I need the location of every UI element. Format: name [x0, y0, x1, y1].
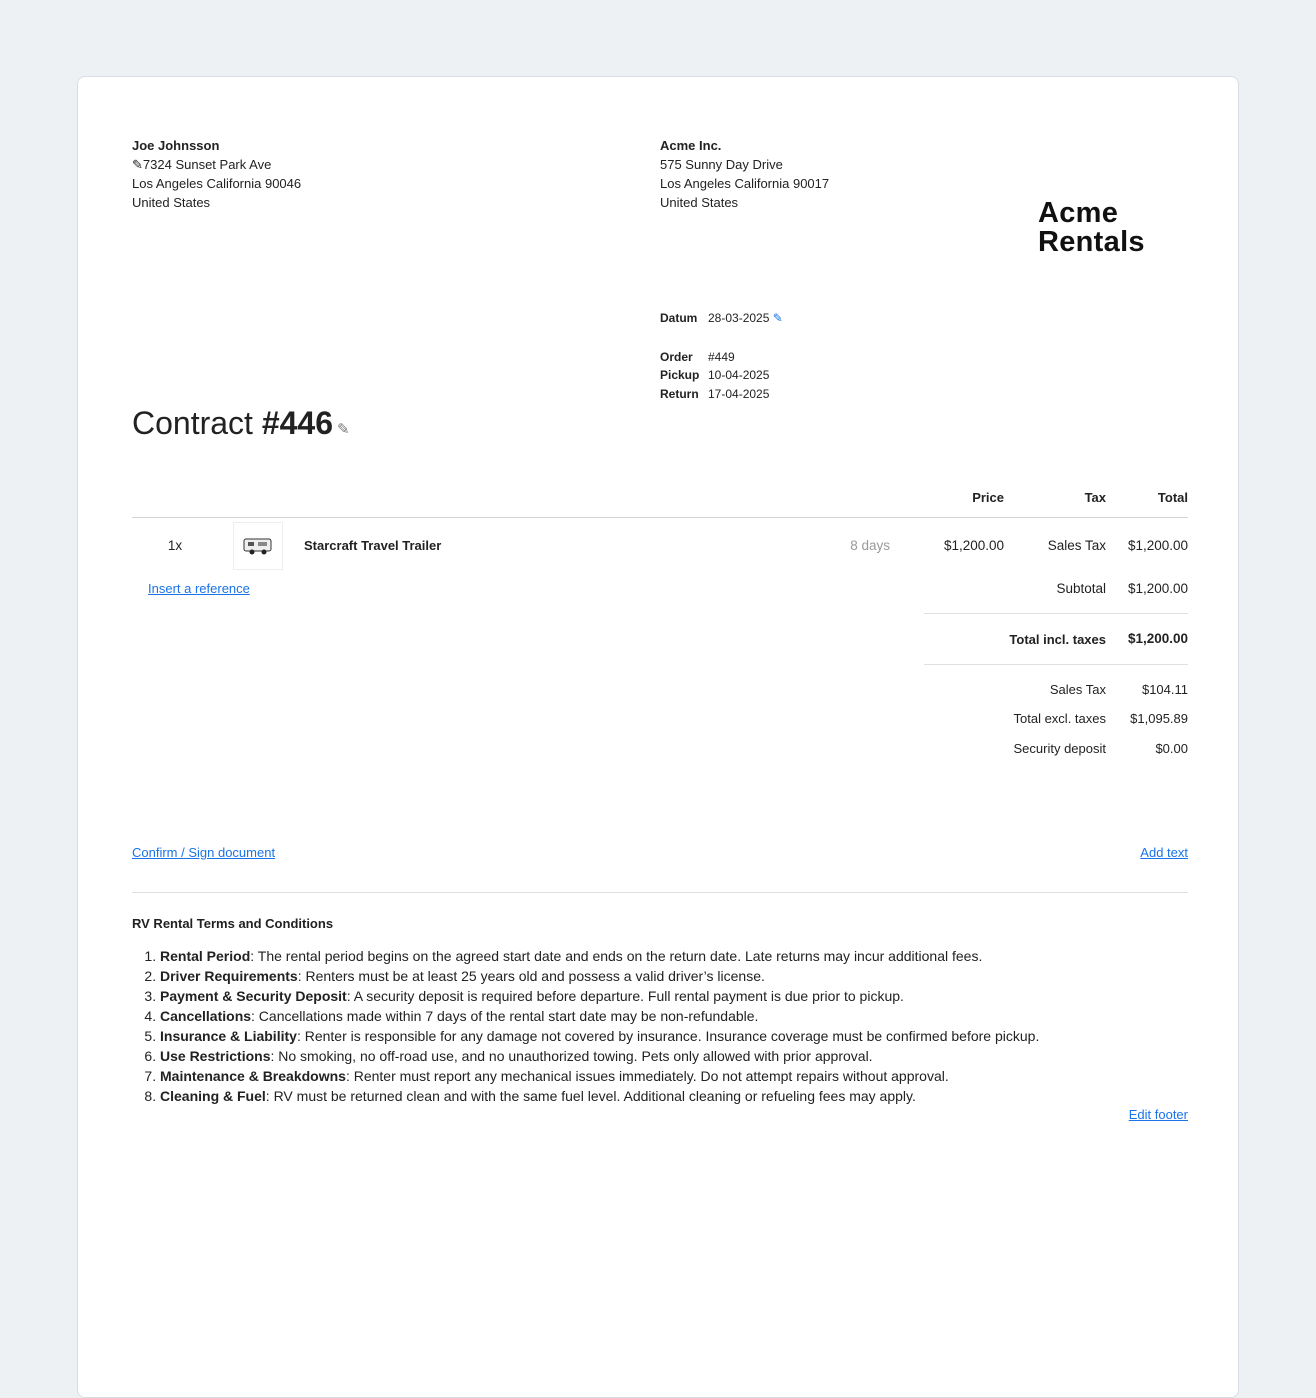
deposit-value: $0.00 — [1155, 741, 1188, 756]
company-name: Acme Inc. — [660, 138, 722, 153]
datum-label: Datum — [660, 311, 698, 325]
insert-reference-link[interactable]: Insert a reference — [148, 581, 250, 596]
company-country: United States — [660, 195, 739, 210]
product-thumbnail — [233, 522, 283, 570]
customer-city: Los Angeles California 90046 — [132, 176, 302, 191]
terms-title: RV Rental Terms and Conditions — [132, 916, 334, 931]
trailer-icon — [241, 536, 275, 556]
confirm-sign-link[interactable]: Confirm / Sign document — [132, 845, 276, 860]
company-street: 575 Sunny Day Drive — [660, 157, 783, 172]
quantity: 1x — [167, 538, 183, 553]
divider — [132, 517, 1188, 518]
terms-item — [160, 1046, 1039, 1066]
terms-item — [160, 986, 1039, 1006]
terms-item — [160, 1026, 1039, 1046]
terms-item — [160, 946, 1039, 966]
contract-document — [77, 76, 1239, 1398]
terms-item-text: : Renter must report any mechanical issues immediately. Do not attempt repairs without approval. — [345, 1068, 949, 1084]
terms-item-text: : No smoking, no off-road use, and no unauthorized towing. Pets only allowed with prior approval. — [270, 1048, 873, 1064]
divider — [132, 892, 1188, 893]
terms-list — [132, 946, 1039, 1106]
terms-item — [160, 966, 1039, 986]
edit-title-pencil-icon[interactable]: ✎ — [337, 421, 350, 438]
terms-item-title: Maintenance & Breakdowns — [160, 1068, 346, 1084]
terms-item — [160, 1086, 1039, 1106]
terms-item-title: Cancellations — [160, 1008, 252, 1024]
total-incl-label: Total incl. taxes — [1009, 632, 1106, 647]
company-address — [660, 136, 829, 212]
total-incl-value: $1,200.00 — [1127, 631, 1188, 646]
terms-item-title: Rental Period — [160, 948, 251, 964]
line-tax: Sales Tax — [1047, 538, 1106, 553]
tax-header: Tax — [1084, 490, 1106, 505]
terms-item-text: : Renters must be at least 25 years old and possess a valid driver’s license. — [297, 968, 765, 984]
total-excl-label: Total excl. taxes — [1013, 711, 1106, 726]
return-value: 17-04-2025 — [708, 386, 770, 401]
line-price: $1,200.00 — [943, 538, 1004, 553]
terms-item-title: Payment & Security Deposit — [160, 988, 347, 1004]
pickup-label: Pickup — [660, 368, 700, 382]
terms-item-text: : Renter is responsible for any damage not covered by insurance. Insurance coverage must be confirmed before pickup. — [296, 1028, 1040, 1044]
contract-number: #446 — [261, 405, 334, 441]
subtotal-value: $1,200.00 — [1127, 581, 1188, 596]
document-meta — [660, 309, 783, 403]
customer-address[interactable] — [132, 136, 301, 212]
sales-tax-label: Sales Tax — [1049, 682, 1106, 697]
datum-value: 28-03-2025 — [708, 311, 770, 325]
contract-prefix: Contract — [132, 405, 253, 441]
terms-item-text: : A security deposit is required before departure. Full rental payment is due prior to pickup. — [346, 988, 904, 1004]
terms-item-title: Driver Requirements — [160, 968, 298, 984]
customer-country: United States — [132, 195, 211, 210]
order-label: Order — [660, 349, 693, 364]
total-header: Total — [1157, 490, 1188, 505]
company-city: Los Angeles California 90017 — [660, 176, 830, 191]
terms-item-title: Insurance & Liability — [160, 1028, 297, 1044]
pencil-icon[interactable]: ✎ — [132, 157, 143, 172]
terms-item-text: : RV must be returned clean and with the same fuel level. Additional cleaning or refueling fees may apply. — [265, 1088, 916, 1104]
deposit-label: Security deposit — [1013, 741, 1106, 756]
customer-name: Joe Johnsson — [132, 138, 220, 153]
rental-duration: 8 days — [850, 538, 890, 553]
sales-tax-value: $104.11 — [1141, 682, 1188, 697]
line-total: $1,200.00 — [1127, 538, 1188, 553]
logo-line: Rentals — [1038, 226, 1145, 258]
customer-street: 7324 Sunset Park Ave — [142, 157, 272, 172]
total-excl-value: $1,095.89 — [1130, 711, 1188, 726]
order-value: #449 — [708, 349, 735, 364]
terms-item — [160, 1006, 1039, 1026]
datum-row[interactable] — [660, 309, 783, 328]
terms-item-title: Use Restrictions — [160, 1048, 271, 1064]
return-label: Return — [660, 386, 699, 401]
logo-line: Acme — [1038, 197, 1119, 229]
product-name[interactable]: Starcraft Travel Trailer — [304, 538, 442, 553]
pickup-value: 10-04-2025 — [708, 368, 770, 382]
terms-item — [160, 1066, 1039, 1086]
add-text-link[interactable]: Add text — [1140, 845, 1188, 860]
divider — [924, 613, 1188, 614]
edit-date-pencil-icon[interactable]: ✎ — [772, 311, 783, 325]
terms-item-text: : The rental period begins on the agreed start date and ends on the return date. Late returns may incur additional fees. — [250, 948, 983, 964]
contract-title — [132, 405, 350, 442]
price-header: Price — [972, 490, 1004, 505]
divider — [924, 664, 1188, 665]
company-logo — [1038, 199, 1145, 257]
terms-item-title: Cleaning & Fuel — [160, 1088, 266, 1104]
edit-footer-link[interactable]: Edit footer — [1128, 1107, 1188, 1122]
subtotal-label: Subtotal — [1056, 581, 1106, 596]
terms-item-text: : Cancellations made within 7 days of the rental start date may be non-refundable. — [251, 1008, 759, 1024]
